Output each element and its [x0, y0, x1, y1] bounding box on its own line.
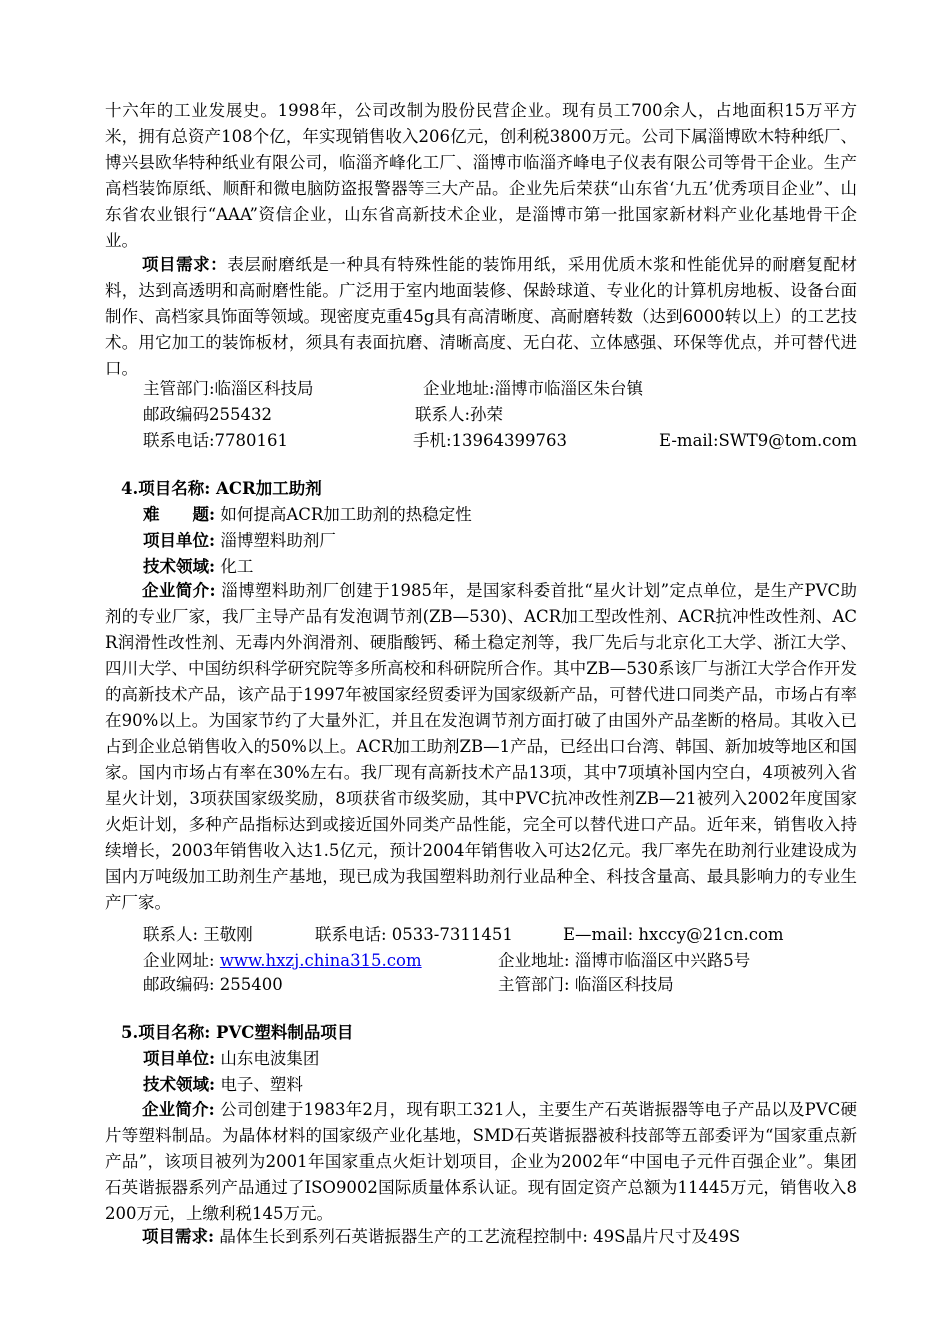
p3-email: E-mail:SWT9@tom.com: [659, 431, 858, 450]
p3-demand-paragraph: [105, 252, 857, 382]
p5-unit-row: [143, 1046, 319, 1072]
p4-email: E—mail: hxccy@21cn.com: [563, 925, 784, 944]
p4-intro-label: 企业简介:: [142, 581, 216, 600]
p5-demand-paragraph: [105, 1224, 857, 1250]
p4-intro-text: 淄博塑料助剂厂创建于1985年，是国家科委首批“星火计划”定点单位，是生产PVC助剂的专业厂家，我厂主导产品有发泡调节剂(ZB—530)、ACR加工型改性剂、ACR抗冲性改性剂、ACR润滑性改性剂、无毒内外润滑剂、硬脂酸钙、稀土稳定剂等，我厂先后与北京化工大学、浙江大学、四川大学、中国纺织科学研究院等多所高校和科研院所合作。其中ZB—530系该厂与浙江大学合作开发的高新技术产品，该产品于1997年被国家经贸委评为国家级新产品，可替代进口同类产品，市场占有率在90%以上。为国家节约了大量外汇，并且在发泡调节剂方面打破了由国外产品垄断的格局。其收入已占到企业总销售收入的50%以上。ACR加工助剂ZB—1产品，已经出口台湾、韩国、新加坡等地区和国家。国内市场占有率在30%左右。我厂现有高新技术产品13项，其中7项填补国内空白，4项被列入省星火计划，3项获国家级奖励，8项获省市级奖励，其中PVC抗冲改性剂ZB—21被列入2002年度国家火炬计划，多种产品指标达到或接近国外同类产品性能，完全可以替代进口产品。近年来，销售收入持续增长，2003年销售收入达1.5亿元，预计2004年销售收入可达2亿元。我厂率先在助剂行业建设成为国内万吨级加工助剂生产基地，现已成为我国塑料助剂行业品种全、科技含量高、最具影响力的专业生产厂家。: [105, 581, 857, 912]
p4-unit: 淄博塑料助剂厂: [215, 531, 336, 550]
p3-address: 企业地址:淄博市临淄区朱台镇: [423, 379, 644, 398]
p5-intro-label: 企业简介:: [142, 1100, 215, 1119]
p4-web-label: 企业网址:: [143, 951, 220, 970]
p4-problem-row: [143, 502, 472, 528]
p4-unit-row: [143, 528, 336, 554]
p4-intro-paragraph: [105, 578, 857, 916]
p5-intro-text: 公司创建于1983年2月，现有职工321人，主要生产石英谐振器等电子产品以及PVC硬片等塑料制品。为晶体材料的国家级产业化基地，SMD石英谐振器被科技部等五部委评为“国家重点新产品”，该项目被列为2001年国家重点火炬计划项目，企业为2002年“中国电子元件百强企业”。集团石英谐振器系列产品通过了ISO9002国际质量体系认证。现有固定资产总额为11445万元，销售收入8200万元，上缴利税145万元。: [105, 1100, 857, 1223]
p4-website-link[interactable]: www.hxzj.china315.com: [219, 951, 422, 970]
p4-phone: 联系电话: 0533-7311451: [315, 925, 513, 944]
p3-phone: 联系电话:7780161: [143, 431, 289, 450]
p5-field-row: [143, 1072, 303, 1098]
p5-intro-paragraph: [105, 1097, 857, 1227]
p3-demand-text: 表层耐磨纸是一种具有特殊性能的装饰用纸，采用优质木浆和性能优异的耐磨复配材料，达到高透明和高耐磨性能。广泛用于室内地面装修、保龄球道、专业化的计算机房地板、设备台面制作、高档家具饰面等领域。现密度克重45g具有高清晰度、高耐磨转数（达到6000转以上）的工艺技术。用它加工的装饰板材，须具有表面抗磨、清晰高度、无白花、立体感强、环保等优点，并可替代进口。: [105, 255, 858, 378]
p4-address: 企业地址: 淄博市临淄区中兴路5号: [498, 951, 751, 970]
p4-web-field: [143, 948, 422, 974]
p4-title: 4.项目名称: ACR加工助剂: [121, 479, 322, 498]
p5-field-label: 技术领域:: [143, 1075, 216, 1094]
p3-contact: 联系人:孙荣: [415, 405, 504, 424]
p4-contact: 联系人: 王敬刚: [143, 925, 253, 944]
intro-paragraph: 十六年的工业发展史。1998年，公司改制为股份民营企业。现有员工700余人，占地面积15万平方米，拥有总资产108个亿，年实现销售收入206亿元，创利税3800万元。公司下属淄博欧木特种纸厂、博兴县欧华特种纸业有限公司，临淄齐峰化工厂、淄博市临淄齐峰电子仪表有限公司等骨干企业。生产高档装饰原纸、顺酐和微电脑防盗报警器等三大产品。企业先后荣获“山东省‘九五’优秀项目企业”、山东省农业银行“AAA”资信企业，山东省高新技术企业，是淄博市第一批国家新材料产业化基地骨干企业。: [105, 101, 857, 250]
p5-demand-label: 项目需求:: [142, 1227, 215, 1246]
p3-mobile: 手机:13964399763: [413, 431, 568, 450]
p3-postcode: 邮政编码255432: [143, 405, 272, 424]
p4-problem-label: 难 题:: [143, 505, 216, 524]
p5-unit-label: 项目单位:: [143, 1049, 216, 1068]
p3-dept: 主管部门:临淄区科技局: [143, 379, 314, 398]
p4-postcode: 邮政编码: 255400: [143, 975, 283, 994]
p4-field-row: [143, 554, 253, 580]
p4-dept: 主管部门: 临淄区科技局: [498, 975, 674, 994]
p5-unit: 山东电波集团: [215, 1049, 320, 1068]
p4-field: 化工: [215, 557, 254, 576]
p4-unit-label: 项目单位:: [143, 531, 216, 550]
p3-demand-label: 项目需求：: [142, 255, 228, 274]
p5-title: 5.项目名称: PVC塑料制品项目: [121, 1023, 354, 1042]
p5-demand-text: 晶体生长到系列石英谐振器生产的工艺流程控制中: 49S晶片尺寸及49S: [214, 1227, 741, 1246]
p4-field-label: 技术领域:: [143, 557, 216, 576]
p5-field: 电子、塑料: [215, 1075, 303, 1094]
p4-problem: 如何提高ACR加工助剂的热稳定性: [215, 505, 472, 524]
